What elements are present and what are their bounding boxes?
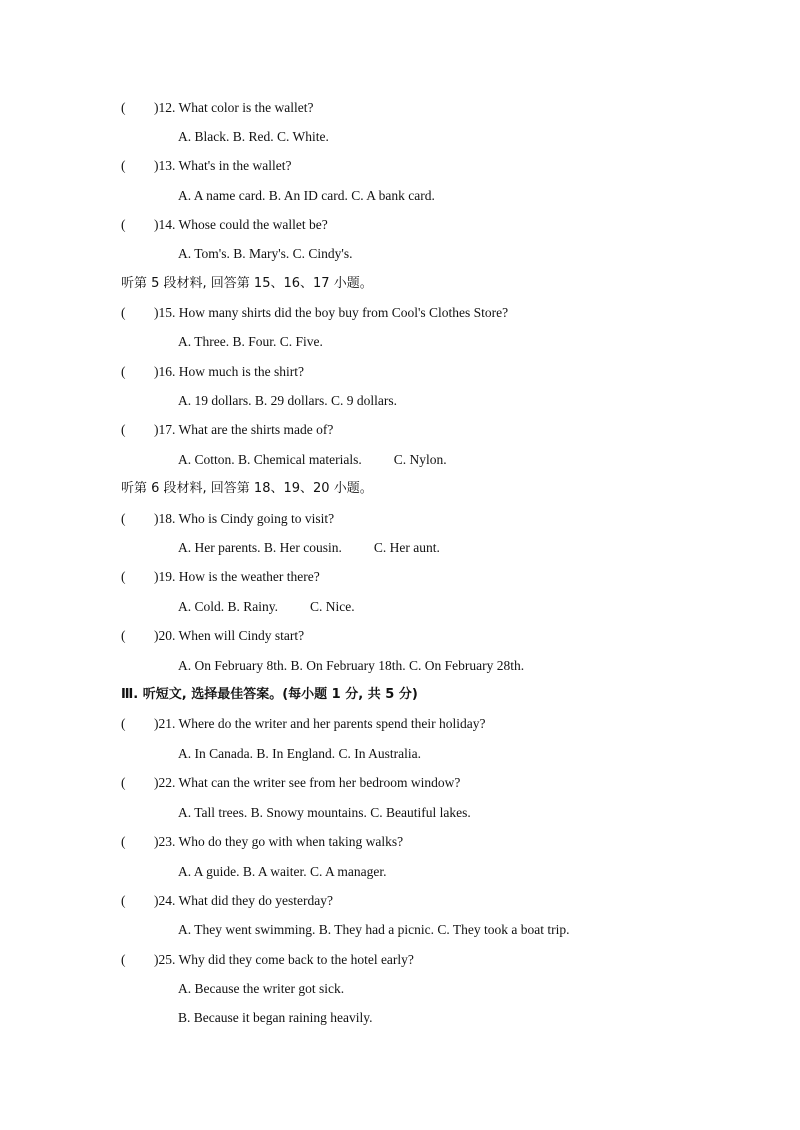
- question-15-options: A. Three. B. Four. C. Five.: [178, 334, 323, 349]
- question-16-options: A. 19 dollars. B. 29 dollars. C. 9 dollars.: [178, 393, 397, 408]
- question-text: )24. What did they do yesterday?: [154, 893, 333, 908]
- question-20-options: A. On February 8th. B. On February 18th. C. On February 28th.: [178, 658, 525, 673]
- question-21: [121, 714, 486, 734]
- answer-blank: (: [121, 305, 126, 320]
- options-ab: A. Her parents. B. Her cousin.: [178, 540, 342, 555]
- answer-blank: (: [121, 217, 126, 232]
- answer-blank: (: [121, 716, 126, 731]
- question-13-options: A. A name card. B. An ID card. C. A bank card.: [178, 188, 435, 203]
- section-5-heading: 听第 5 段材料, 回答第 15、16、17 小题。: [121, 276, 373, 291]
- question-14-options: A. Tom's. B. Mary's. C. Cindy's.: [178, 246, 353, 261]
- question-16: [121, 362, 304, 382]
- question-21-options: A. In Canada. B. In England. C. In Australia.: [178, 746, 421, 761]
- option-c: C. Her aunt.: [373, 540, 440, 555]
- question-24: [121, 891, 333, 911]
- question-text: )13. What's in the wallet?: [154, 158, 292, 173]
- answer-blank: (: [121, 511, 126, 526]
- answer-blank: (: [121, 775, 126, 790]
- question-13: [121, 156, 292, 176]
- option-c: C. Nylon.: [393, 452, 447, 467]
- question-text: )22. What can the writer see from her bedroom window?: [154, 775, 461, 790]
- question-19: [121, 567, 320, 587]
- question-text: )17. What are the shirts made of?: [154, 422, 334, 437]
- question-22: [121, 773, 460, 793]
- question-19-options: [178, 597, 355, 617]
- question-17-options: [178, 450, 447, 470]
- answer-blank: (: [121, 893, 126, 908]
- question-18: [121, 509, 334, 529]
- answer-blank: (: [121, 569, 126, 584]
- section-6-heading: 听第 6 段材料, 回答第 18、19、20 小题。: [121, 481, 373, 496]
- question-text: )25. Why did they come back to the hotel early?: [154, 952, 414, 967]
- question-20: [121, 626, 304, 646]
- option-c: C. Nice.: [310, 599, 355, 614]
- options-ab: A. Cotton. B. Chemical materials.: [178, 452, 362, 467]
- question-text: )20. When will Cindy start?: [154, 628, 305, 643]
- options-ab: A. Cold. B. Rainy.: [178, 599, 279, 614]
- question-12: [121, 98, 313, 118]
- question-25-option-a: A. Because the writer got sick.: [178, 981, 345, 996]
- question-text: )14. Whose could the wallet be?: [154, 217, 328, 232]
- question-23-options: A. A guide. B. A waiter. C. A manager.: [178, 864, 387, 879]
- answer-blank: (: [121, 422, 126, 437]
- question-text: )18. Who is Cindy going to visit?: [154, 511, 335, 526]
- question-text: )15. How many shirts did the boy buy from Cool's Clothes Store?: [154, 305, 509, 320]
- question-25-option-b: B. Because it began raining heavily.: [178, 1010, 373, 1025]
- question-text: )16. How much is the shirt?: [154, 364, 304, 379]
- question-17: [121, 420, 333, 440]
- question-24-options: A. They went swimming. B. They had a picnic. C. They took a boat trip.: [178, 922, 570, 937]
- question-12-options: A. Black. B. Red. C. White.: [178, 129, 329, 144]
- answer-blank: (: [121, 628, 126, 643]
- question-text: )19. How is the weather there?: [154, 569, 320, 584]
- question-23: [121, 832, 403, 852]
- part-3-heading: Ⅲ. 听短文, 选择最佳答案。(每小题 1 分, 共 5 分): [121, 687, 418, 702]
- question-22-options: A. Tall trees. B. Snowy mountains. C. Beautiful lakes.: [178, 805, 471, 820]
- question-text: )12. What color is the wallet?: [154, 100, 314, 115]
- answer-blank: (: [121, 364, 126, 379]
- answer-blank: (: [121, 952, 126, 967]
- question-text: )21. Where do the writer and her parents spend their holiday?: [154, 716, 486, 731]
- question-14: [121, 215, 328, 235]
- question-25: [121, 950, 414, 970]
- question-text: )23. Who do they go with when taking walks?: [154, 834, 404, 849]
- answer-blank: (: [121, 834, 126, 849]
- question-18-options: [178, 538, 440, 558]
- answer-blank: (: [121, 158, 126, 173]
- question-15: [121, 303, 508, 323]
- answer-blank: (: [121, 100, 126, 115]
